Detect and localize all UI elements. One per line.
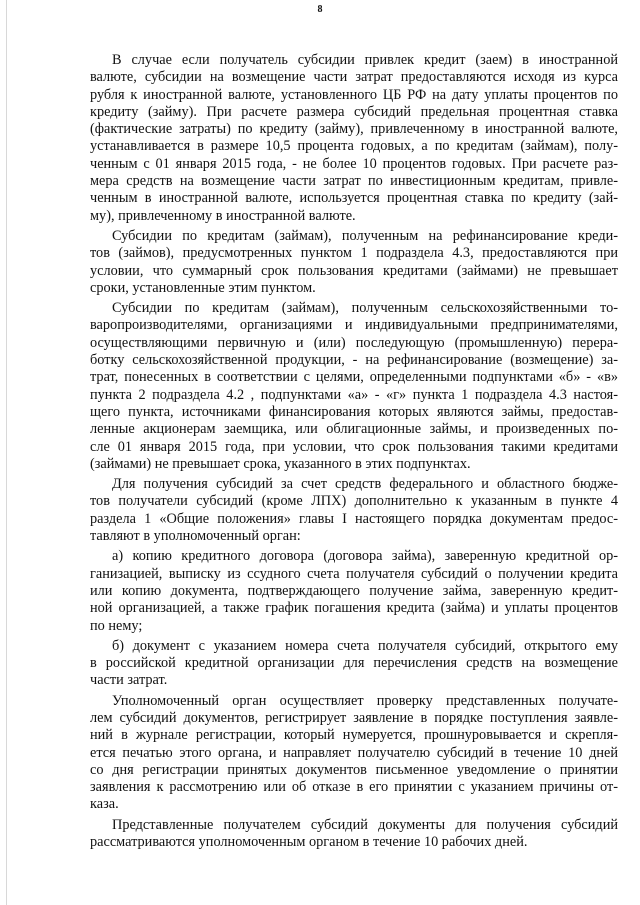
text-line: валюте, субсидии на возмещение части затрат предоставляются исходя из курса [90,69,618,86]
text-line: ленные акционерам заемщика, или облигационные займы, и произведенных по- [90,421,618,438]
text-line: ченным в иностранной валюте, используется процентная ставка по кредиту (зай- [90,190,618,207]
text-line: В случае если получатель субсидии привлек кредит (заем) в иностранной [112,52,618,68]
text-line: тавляют в уполномоченный орган: [90,528,301,545]
text-line: пункта 2 подраздела 4.2 , подпунктами «а» - «г» пункта 1 подраздела 4.3 настоя- [90,386,618,403]
text-line: варопроизводителями, организациями и индивидуальными предпринимателями, [90,317,618,334]
text-line: рассматриваются уполномоченным органом в течение 10 рабочих дней. [90,834,528,851]
paragraph-authorized-body-check [90,693,618,814]
text-line: рубля к иностранной валюте, установленного ЦБ РФ на дату уплаты процентов по [90,86,618,103]
text-line: а) копию кредитного договора (договора займа), заверенную кредитной ор- [112,548,618,565]
paragraph-review-period [90,817,618,852]
text-line: каза. [90,796,119,813]
text-line: Субсидии по кредитам (займам), полученным на рефинансирование креди- [112,227,618,244]
text-line: тов (займов), предусмотренных пунктом 1 подраздела 4.3, предоставляются при [90,245,618,262]
document-body [90,52,618,851]
text-line: ется печатью этого органа, и направляет получателю субсидий в течение 10 дней [90,744,618,761]
paragraph-refinancing-credits [90,228,618,297]
text-line: ганизацией, выписку из ссудного счета получателя субсидий о получении кредита [90,565,618,582]
text-line: ченным с 01 января 2015 года, - не более 10 процентов годовых. При расчете раз- [90,155,618,172]
text-line: сроки, установленные этим пунктом. [90,279,316,296]
text-line: щего пункта, источниками финансирования которых являются займы, предостав- [90,403,618,420]
text-line: со дня регистрации принятых документов письменное уведомление о принятии [90,761,618,778]
text-line: раздела 1 «Общие положения» главы I настоящего порядка документам предос- [90,510,618,527]
text-line: Субсидии по кредитам (займам), полученным сельскохозяйственными то- [112,300,618,317]
paragraph-foreign-currency-credit [90,52,618,225]
text-line: сле 01 января 2015 года, при условии, что срок пользования такими кредитами [90,438,618,455]
page-number: 8 [317,4,323,15]
text-line: ний в журнале регистрации, который нумеруется, прошнуровывается и скрепля- [90,727,618,744]
text-line: заявления к рассмотрению или об отказе в его принятии с указанием причины от- [90,779,618,796]
text-line: ной организацией, а также график погашения кредита (займа) и уплаты процентов [90,600,618,617]
text-line: Представленные получателем субсидий документы для получения субсидий [112,816,618,833]
text-line: ботку сельскохозяйственной продукции, - на рефинансирование (возмещение) за- [90,352,618,369]
scan-edge [6,0,7,905]
paragraph-agricultural-producers-credits [90,300,618,473]
text-line: б) документ с указанием номера счета получателя субсидий, открытого ему [112,637,618,654]
text-line: (фактические затраты) по кредиту (займу), привлеченному в иностранной валюте, [90,121,618,138]
text-line: кредиту (займу). При расчете размера субсидий предельная процентная ставка [90,103,618,120]
text-line: в российской кредитной организации для перечисления средств на возмещение [90,655,618,672]
text-line: лем субсидий документов, регистрирует заявление в порядке поступления заявле- [90,709,618,726]
text-line: (займами) не превышает срока, указанного в этих подпунктах. [90,455,471,472]
text-line: трат, понесенных в соответствии с целями, определенными подпунктами «б» - «в» [90,369,618,386]
text-line: или копию документа, подтверждающего получение займа, заверенную кредит- [90,582,618,599]
text-line: по нему; [90,617,143,634]
text-line: му), привлеченному в иностранной валюте. [90,207,356,224]
paragraph-item-a [90,548,618,634]
text-line: Для получения субсидий за счет средств федерального и областного бюдже- [112,476,618,493]
text-line: Уполномоченный орган осуществляет проверку представленных получате- [112,692,618,709]
text-line: устанавливается в размере 10,5 процента годовых, а по кредитам (займам), полу- [90,138,618,155]
text-line: мера средств на возмещение части затрат по инвестиционным кредитам, привле- [90,173,618,190]
text-line: осуществляющими первичную и (или) последующую (промышленную) перера- [90,334,618,351]
text-line: части затрат. [90,672,168,689]
text-line: тов получатели субсидий (кроме ЛПХ) дополнительно к указанным в пункте 4 [90,493,618,510]
text-line: условии, что суммарный срок пользования кредитами (займами) не превышает [90,262,618,279]
paragraph-documents-required [90,476,618,545]
paragraph-item-b [90,638,618,690]
